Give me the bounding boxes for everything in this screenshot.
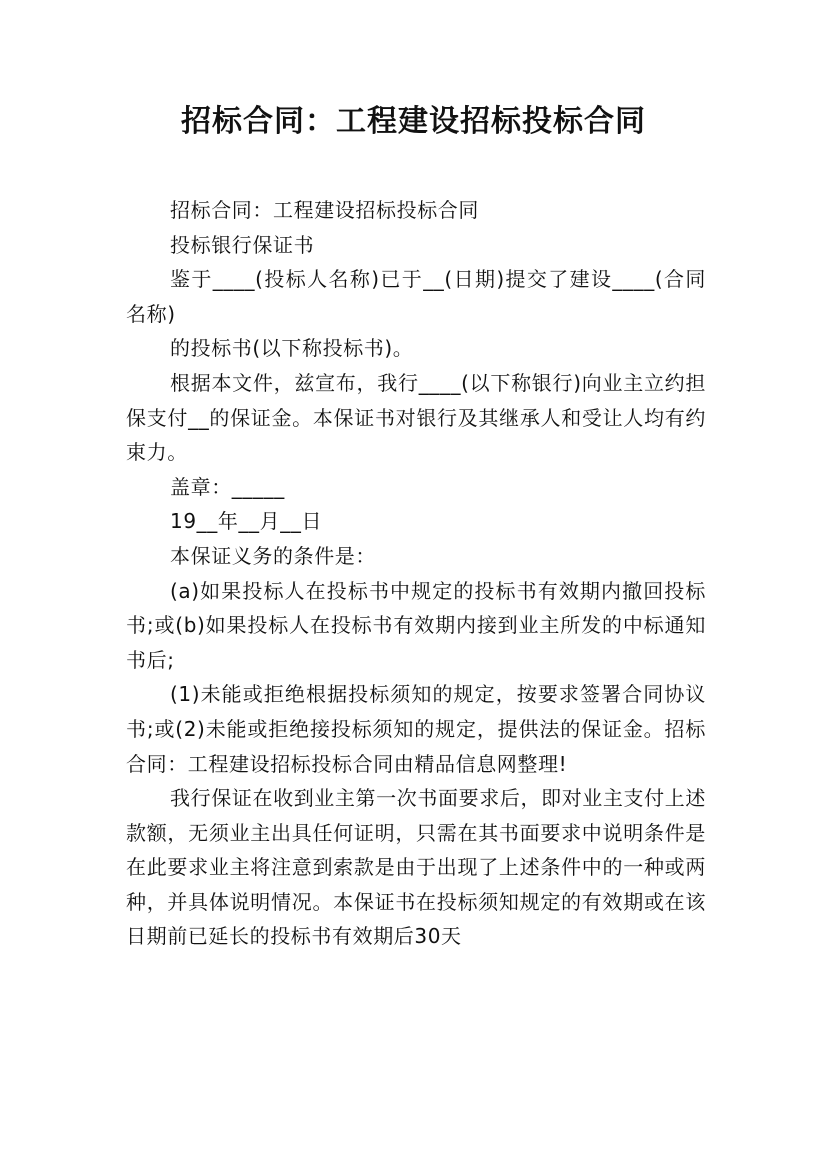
paragraph-condition-1-2: (1)未能或拒绝根据投标须知的规定，按要求签署合同协议书;或(2)未能或拒绝接投标须知的规定，提供法的保证金。招标合同：工程建设招标投标合同由精品信息网整理!	[126, 682, 706, 776]
document-body	[126, 193, 706, 954]
paragraph-guarantee-title: 投标银行保证书	[170, 232, 315, 257]
paragraph-conditions-intro: 本保证义务的条件是：	[170, 543, 376, 568]
paragraph-declaration: 根据本文件，兹宣布，我行____(以下称银行)向业主立约担保支付__的保证金。本保证书对银行及其继承人和受让人均有约束力。	[126, 370, 706, 465]
paragraph-bid-reference: 的投标书(以下称投标书)。	[170, 336, 414, 361]
paragraph-condition-a-b: (a)如果投标人在投标书中规定的投标书有效期内撤回投标书;或(b)如果投标人在投标书有效期内接到业主所发的中标通知书后;	[126, 578, 706, 672]
paragraph-date: 19__年__月__日	[170, 509, 323, 534]
paragraph-seal: 盖章：_____	[170, 474, 285, 499]
paragraph-payment-guarantee: 我行保证在收到业主第一次书面要求后，即对业主支付上述款额，无须业主出具任何证明，只需在其书面要求中说明条件是在此要求业主将注意到索款是由于出现了上述条件中的一种或两种，并具体说明情况。本保证书在投标须知规定的有效期或在该日期前已延长的投标书有效期后30天	[126, 786, 706, 949]
document-title: 招标合同：工程建设招标投标合同	[181, 104, 646, 139]
paragraph-heading-repeat: 招标合同：工程建设招标投标合同	[170, 198, 479, 222]
paragraph-whereas: 鉴于____(投标人名称)已于__(日期)提交了建设____(合同名称)	[126, 267, 706, 326]
